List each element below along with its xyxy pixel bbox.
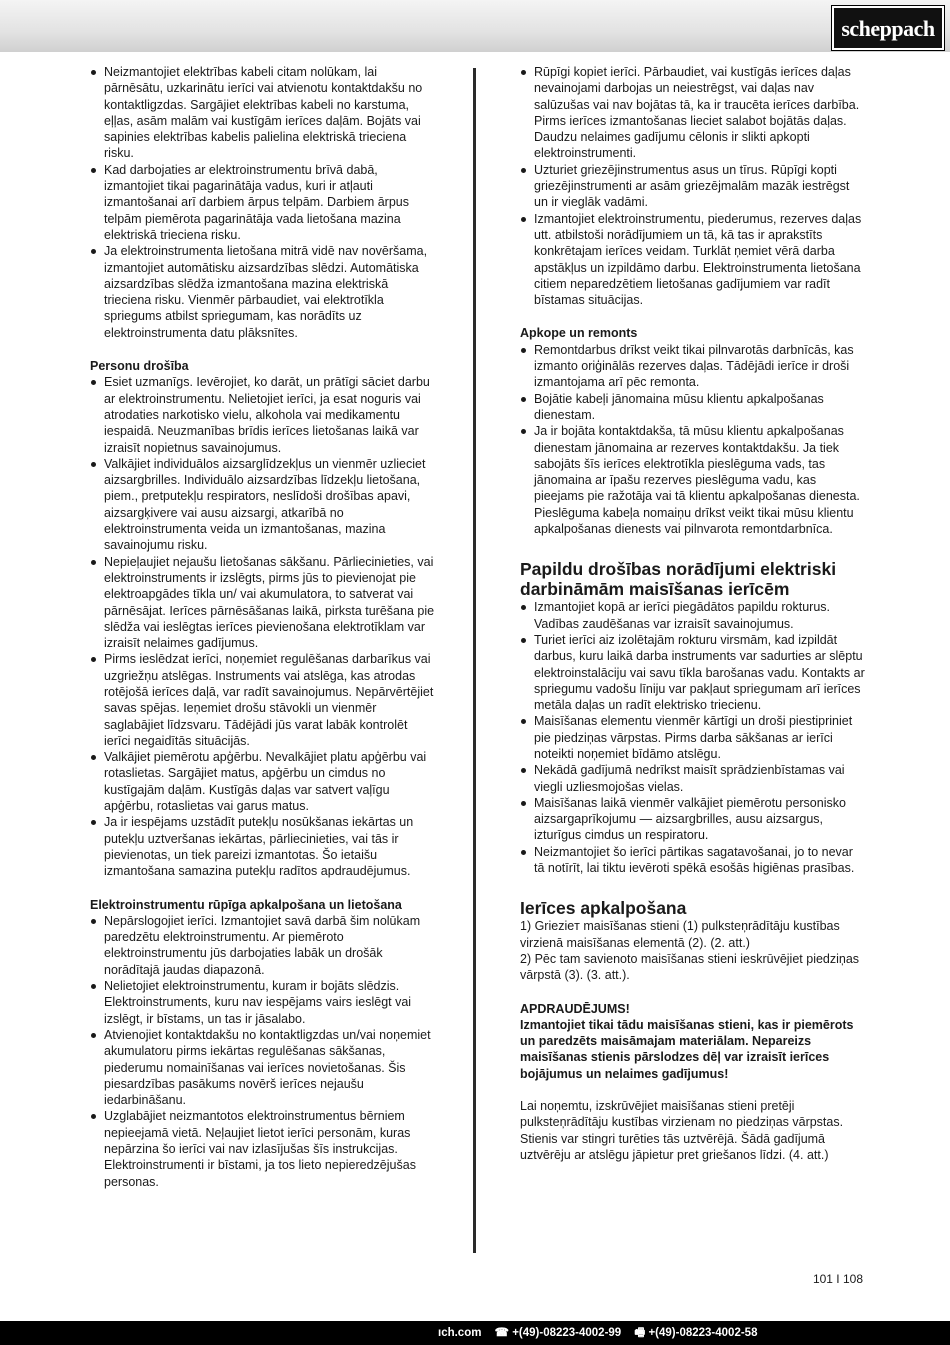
list-item: Pirms ieslēdzat ierīci, noņemiet regulēšanas darbarīkus vai uzgriežņu atslēgas. Instruments vai atslēga, kas atrodas rotējošā ierīces daļā, var radīt savainojumus. Nepārvērtējiet savas spējas. Ieņemiet drošu stāvokli un vienmēr saglabājiet līdzsvaru. Tādējādi jūs varat labāk kontrolēt ierīci negaidītās situācijās. bbox=[90, 651, 435, 749]
section-heading-personal-safety: Personu drošība bbox=[90, 359, 189, 374]
list-item: Izmantojiet elektroinstrumentu, piederumus, rezerves daļas utt. atbilstoši norādījumiem un tā, kā tas ir aprakstīts konkrētajam ierīces veidam. Turklāt ņemiet vērā darba apstākļus un izpildāmo darbu. Elektroinstrumenta lietošana citiem neparedzētiem lietošanas gadījumiem var radīt bīstamas situācijas. bbox=[520, 211, 865, 309]
section-heading-service: Apkope un remonts bbox=[520, 326, 638, 341]
left-column bbox=[90, 64, 435, 1190]
list-item: Rūpīgi kopiet ierīci. Pārbaudiet, vai kustīgās ierīces daļas nevainojami darbojas un neiestrēgst, vai daļas nav salūzušas vai nav bojātas tā, ka ir traucēta ierīces darbība. Pirms ierīces izmantošanas lieciet salabot bojātās daļas. Daudzu nelaimes gadījumu cēlonis ir slikti apkopti elektroinstrumenti. bbox=[520, 64, 865, 162]
footer-contact bbox=[438, 1321, 767, 1345]
section-title-mixer-safety: Papildu drošības norādījumi elektriski darbināmām maisīšanas ierīcēm bbox=[520, 559, 837, 600]
page-number: 101 I 108 bbox=[812, 1272, 863, 1286]
tool-care-list bbox=[90, 913, 435, 1190]
list-item: Uzturiet griezējinstrumentus asus un tīrus. Rūpīgi kopti griezējinstrumenti ar asām griezējmalām mazāk iestrēgst un ir vieglāk vadāmi. bbox=[520, 162, 865, 211]
mixer-safety-list bbox=[520, 599, 865, 876]
svg-text:scheppach: scheppach bbox=[841, 16, 935, 41]
brand-logo bbox=[831, 5, 945, 51]
right-column bbox=[520, 64, 865, 1163]
electrical-safety-list bbox=[90, 64, 435, 341]
list-item: Nekādā gadījumā nedrīkst maisīt sprādzienbīstamas vai viegli uzliesmojošas vielas. bbox=[520, 762, 865, 795]
list-item: Ja ir bojāta kontaktdakša, tā mūsu klientu apkalpošanas dienestam jānomaina ar rezerves kontaktdakšu. Ja tiek sabojāts šīs ierīces elektrotīkla pieslēguma vads, tas jānomaina ar īpašu rezerves pieslēguma vadu, kas pieejams pie ražotāja vai tā klientu apkalpošanas dienesta. Pieslēguma kabeļa nomaiņu drīkst veikt tikai mūsu klientu apkalpošanas dienests vai pilnvarota remontdarbnīca. bbox=[520, 423, 865, 537]
footer-fax: 🖷 +(49)-08223-4002-58 bbox=[634, 1327, 758, 1339]
list-item: Atvienojiet kontaktdakšu no kontaktligzdas un/vai noņemiet akumulatoru pirms iekārtas regulēšanas sākšanas, piederumu nomainīšanas vai ierīces novietošanas. Šis piesardzības pasākums novērš ierīces nejaušu iedarbināšanu. bbox=[90, 1027, 435, 1108]
section-heading-tool-care: Elektroinstrumentu rūpīga apkalpošana un lietošana bbox=[90, 897, 402, 912]
list-item: Turiet ierīci aiz izolētajām rokturu virsmām, kad izpildāt darbus, kuru laikā darba instruments var sadurties ar slēptu elektroinstalāciju vai savu tīkla barošanas vadu. Kontakts ar spriegumu vadošu līniju var pakļaut spriegumam arī ierīces metāla daļas un radīt elektrisko triecienu. bbox=[520, 632, 865, 713]
list-item: Ja ir iespējams uzstādīt putekļu nosūkšanas iekārtas un putekļu uztveršanas iekārtas, pārliecinieties, vai tās ir pievienotas, un tiek pareizi izmantotas. Šo ietaišu izmantošana samazina putekļu radītos apdraudējumus. bbox=[90, 814, 435, 879]
list-item: Bojātie kabeļi jānomaina mūsu klientu apkalpošanas dienestam. bbox=[520, 391, 865, 424]
list-item: Nepieļaujiet nejaušu lietošanas sākšanu. Pārliecinieties, vai elektroinstruments ir izslēgts, pirms jūs to pievienojat pie elektroapgādes tīkla un/ vai akumulatora, to satverat vai pārnēsājat. Ierīces pārnēsāšanas laikā, pirksta turēšana pie slēdža vai ieslēgtas ierīces pievienošana elektrotīklam var izraisīt nelaimes gadījumus. bbox=[90, 554, 435, 652]
header-bar bbox=[0, 0, 950, 52]
warning-heading: APDRAUDĒJUMS! bbox=[520, 1001, 630, 1016]
list-item: Neizmantojiet šo ierīci pārtikas sagatavošanai, jo to nevar tā notīrīt, lai tiktu ievēroti spēkā esošās higiēnas prasības. bbox=[520, 844, 865, 877]
removal-paragraph: Lai noņemtu, izskrūvējiet maisīšanas stieni pretēji pulksteņrādītāju kustības virzienam no piedziņas vārpstas. Stienis var stingri turēties tās uztvērējā. Šādā gadījumā uztvērēju ar atslēgu jāpietur pret griešanos līdzi. (4. att.) bbox=[520, 1099, 844, 1162]
list-item: Valkājiet individuālos aizsarglīdzekļus un vienmēr uzlieciet aizsargbrilles. Individuālo aizsardzības līdzekļu lietošana, piem., pretputekļu respirators, neslīdoši drošības apavi, aizsargķivere vai ausu aizsargi, atkarībā no elektroinstrumenta veida un izmantošanas, mazina savainojumu risku. bbox=[90, 456, 435, 554]
footer-bar bbox=[0, 1321, 950, 1345]
list-item: Neizmantojiet elektrības kabeli citam nolūkam, lai pārnēsātu, uzkarinātu ierīci vai atvienotu kontaktdakšu no kontaktligzdas. Sargājiet elektrības kabeli no karstuma, eļļas, asām malām vai kustīgām ierīces daļām. Bojāts vai sapinies elektrības kabelis palielina elektriskā trieciena risku. bbox=[90, 64, 435, 162]
personal-safety-list bbox=[90, 374, 435, 879]
list-item: Remontdarbus drīkst veikt tikai pilnvarotās darbnīcās, kas izmanto oriģinālās rezerves daļas. Tādējādi ierīce ir droši izmantojama arī pēc remonta. bbox=[520, 342, 865, 391]
list-item: Esiet uzmanīgs. Ievērojiet, ko darāt, un prātīgi sāciet darbu ar elektroinstrumentu. Nelietojiet ierīci, ja esat noguris vai atrodaties narkotisko vielu, alkohola vai medikamentu iespaidā. Neuzmanības brīdis ierīces lietošanas laikā var izraisīt nopietnus savainojumus. bbox=[90, 374, 435, 455]
footer-website[interactable]: ıch.com bbox=[438, 1327, 482, 1339]
list-item: Maisīšanas elementu vienmēr kārtīgi un droši piestipriniet pie piedziņas vārpstas. Pirms darba sākšanas ar ierīci noteikti noņemiet bīdāmo atslēgu. bbox=[520, 713, 865, 762]
list-item: Uzglabājiet neizmantotos elektroinstrumentus bērniem nepieejamā vietā. Neļaujiet lietot ierīci personām, kuras nepārzina šo ierīci vai nav izlasījušas šīs instrukcijas. Elektroinstrumenti ir bīstami, ja tos lieto nepieredzējušas personas. bbox=[90, 1108, 435, 1189]
list-item: Valkājiet piemērotu apģērbu. Nevalkājiet platu apģērbu vai rotaslietas. Sargājiet matus, apģērbu un cimdus no kustīgajām daļām. Kustīgās daļas var satvert vaļīgu apģērbu, rotaslietas vai garus matus. bbox=[90, 749, 435, 814]
section-title-operation: Ierīces apkalpošana bbox=[520, 898, 687, 919]
list-item: Kad darbojaties ar elektroinstrumentu brīvā dabā, izmantojiet tikai pagarinātāja vadus, kuri ir atļauti izmantošanai arī darbiem ārpus telpām. Darbiem ārpus telpām piemērota pagarinātāja vada lietošana mazina elektriskā trieciena risku. bbox=[90, 162, 435, 243]
column-divider bbox=[473, 68, 476, 1253]
list-item: Ja elektroinstrumenta lietošana mitrā vidē nav novēršama, izmantojiet automātisku aizsardzības slēdzi. Automātiska aizsardzības slēdža izmantošana mazina elektriskā trieciena risku. Vienmēr pārbaudiet, vai elektrotīkla spriegums atbilst spriegumam, kas norādīts uz elektroinstrumenta datu plāksnītes. bbox=[90, 243, 435, 341]
list-item: Maisīšanas laikā vienmēr valkājiet piemērotu personisko aizsargaprīkojumu — aizsargbrilles, ausu aizsargus, izturīgus cimdus un respiratoru. bbox=[520, 795, 865, 844]
operation-step: 1) Griezieт maisīšanas stieni (1) pulksteņrādītāju kustības virzienā maisīšanas elementā (2). (2. att.) bbox=[520, 919, 840, 950]
list-item: Izmantojiet kopā ar ierīci piegādātos papildu rokturus. Vadības zaudēšanas var izraisīt savainojumus. bbox=[520, 599, 865, 632]
footer-phone: ☎ +(49)-08223-4002-99 bbox=[494, 1327, 622, 1339]
warning-text: Izmantojiet tikai tādu maisīšanas stieni, kas ir piemērots un paredzēts maisāmajam materiālam. Nepareizs maisīšanas stienis pārslodzes dēļ var izraisīt ierīces bojājumus un nelaimes gadījumus! bbox=[520, 1017, 854, 1081]
tool-maintenance-list bbox=[520, 64, 865, 308]
operation-step: 2) Pēc tam savienoto maisīšanas stieni ieskrūvējiet piedziņas vārpstā (3). (3. att.). bbox=[520, 951, 860, 983]
list-item: Nelietojiet elektroinstrumentu, kuram ir bojāts slēdzis. Elektroinstruments, kuru nav iespējams vairs ieslēgt vai izslēgt, ir bīstams, un tas ir jāsalabo. bbox=[90, 978, 435, 1027]
service-list bbox=[520, 342, 865, 538]
scheppach-logo-icon bbox=[836, 11, 940, 45]
list-item: Nepārslogojiet ierīci. Izmantojiet savā darbā šim nolūkam paredzētu elektroinstrumentu. Ar piemēroto elektroinstrumentu jūs darbojaties labāk un drošāk norādītajā jaudas diapazonā. bbox=[90, 913, 435, 978]
